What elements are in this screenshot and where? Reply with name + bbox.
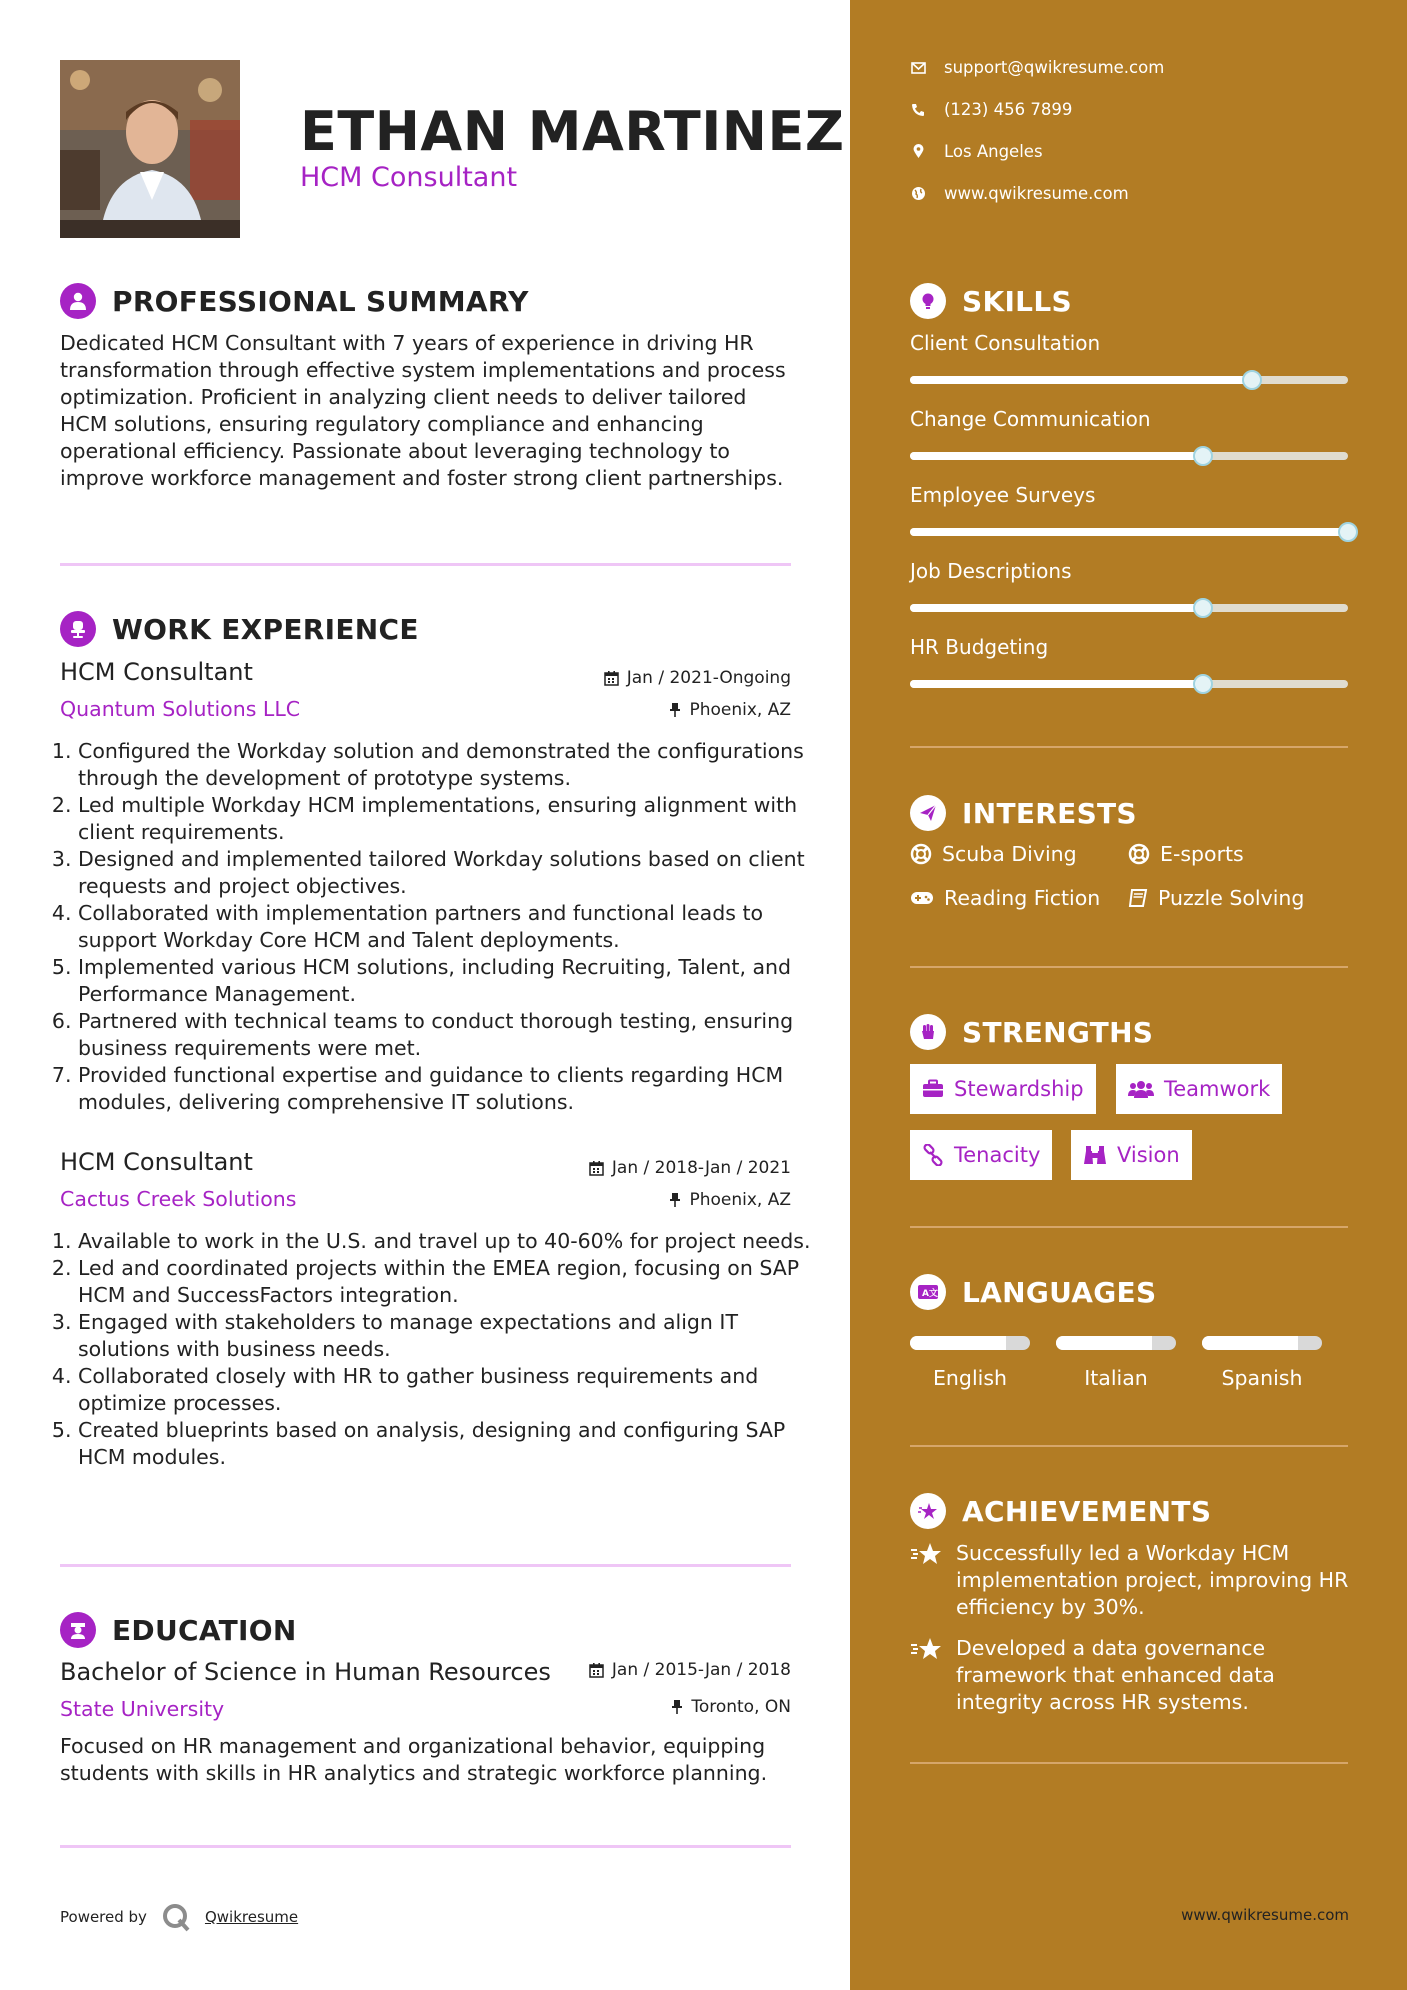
language-level-bar [1056, 1336, 1176, 1350]
interest-item [1128, 886, 1304, 910]
skill-bar [910, 376, 1348, 384]
calendar-icon [604, 670, 619, 686]
job-title: HCM Consultant [60, 658, 253, 686]
strength-label: Stewardship [954, 1077, 1084, 1101]
language-level-bar [910, 1336, 1030, 1350]
experience-heading [60, 611, 419, 647]
strength-label: Tenacity [954, 1143, 1041, 1167]
pin-icon [669, 1192, 681, 1208]
strengths-heading [910, 1014, 1153, 1050]
education-location-text: Toronto, ON [691, 1697, 791, 1717]
divider [60, 563, 791, 566]
qwikresume-link[interactable]: Qwikresume [204, 1908, 299, 1926]
contact-phone-text: (123) 456 7899 [944, 100, 1073, 119]
interests-heading [910, 795, 1137, 831]
job-location-text: Phoenix, AZ [689, 700, 791, 720]
skill-bar [910, 452, 1348, 460]
footer-website[interactable]: www.qwikresume.com [1181, 1906, 1349, 1924]
strength-label: Vision [1117, 1143, 1180, 1167]
envelope-icon [910, 62, 926, 74]
strength-chip [1071, 1130, 1192, 1180]
calendar-icon [589, 1160, 604, 1176]
summary-text: Dedicated HCM Consultant with 7 years of experience in driving HR transformation through effective system implementations and process optimization. Proficient in analyzing client needs to deliver tailored HCM solutions, ensuring regulatory compliance and enhancing operational efficiency. Passionate about leveraging technology to improve workforce management and foster strong client partnerships. [60, 331, 786, 490]
paper-plane-icon [910, 795, 946, 831]
list-item: 3. Designed and implemented tailored Workday solutions based on client requests and project objectives. [78, 846, 818, 900]
contact-website[interactable] [910, 184, 1129, 203]
job-company: Cactus Creek Solutions [60, 1187, 297, 1211]
book-icon [1128, 888, 1148, 908]
qwikresume-logo-icon [161, 1902, 191, 1932]
achievement-item [910, 1635, 1350, 1716]
job-bullets [50, 1228, 818, 1471]
skill-bar [910, 680, 1348, 688]
interest-label: Scuba Diving [942, 842, 1077, 866]
phone-icon [910, 103, 926, 117]
star-icon [910, 1540, 946, 1621]
strength-chip [910, 1064, 1096, 1114]
divider [910, 1445, 1348, 1447]
section-title: ACHIEVEMENTS [962, 1494, 1212, 1528]
list-item: 5. Implemented various HCM solutions, including Recruiting, Talent, and Performance Management. [78, 954, 818, 1008]
skill-bar [910, 604, 1348, 612]
contact-location [910, 142, 1043, 161]
section-title: PROFESSIONAL SUMMARY [112, 284, 529, 318]
contact-email[interactable] [910, 58, 1164, 77]
lifebuoy-icon [910, 843, 932, 865]
achievement-item [910, 1540, 1350, 1621]
strength-label: Teamwork [1164, 1077, 1271, 1101]
list-item: 4. Collaborated with implementation partners and functional leads to support Workday Core HCM and Talent deployments. [78, 900, 818, 954]
gamepad-icon [910, 890, 934, 906]
skill-level-knob [1338, 522, 1358, 542]
section-title: WORK EXPERIENCE [112, 612, 419, 646]
section-title: INTERESTS [962, 796, 1137, 830]
section-title: LANGUAGES [962, 1275, 1157, 1309]
job-dates [604, 668, 791, 688]
job-title: HCM Consultant [60, 1148, 253, 1176]
translate-icon [910, 1274, 946, 1310]
divider [60, 1845, 791, 1848]
skill-bar [910, 528, 1348, 536]
lightbulb-icon [910, 283, 946, 319]
list-item: 2. Led multiple Workday HCM implementations, ensuring alignment with client requirements. [78, 792, 818, 846]
job-dates-text: Jan / 2021-Ongoing [626, 668, 791, 688]
profile-photo [60, 60, 240, 238]
candidate-name: ETHAN MARTINEZ [300, 100, 845, 163]
list-item: 3. Engaged with stakeholders to manage expectations and align IT solutions with business needs. [78, 1309, 818, 1363]
star-icon [910, 1635, 946, 1716]
skill-bar-fill [910, 680, 1203, 688]
achievement-text: Successfully led a Workday HCM implementation project, improving HR efficiency by 30%. [956, 1541, 1349, 1619]
language-label: English [932, 1366, 1008, 1390]
section-title: STRENGTHS [962, 1015, 1154, 1049]
divider [910, 966, 1348, 968]
job-location [669, 700, 791, 720]
job-company: Quantum Solutions LLC [60, 697, 301, 721]
interest-item [910, 842, 1077, 866]
candidate-title: HCM Consultant [300, 162, 518, 193]
job-dates-text: Jan / 2018-Jan / 2021 [611, 1158, 791, 1178]
fist-icon [910, 1014, 946, 1050]
skill-label: Job Descriptions [910, 559, 1072, 583]
skill-level-knob [1242, 370, 1262, 390]
summary-heading [60, 283, 529, 319]
language-level-fill [910, 1336, 1006, 1350]
svg-text:文: 文 [929, 1289, 939, 1299]
interest-label: Puzzle Solving [1158, 886, 1305, 910]
interest-label: Reading Fiction [944, 886, 1101, 910]
map-pin-icon [910, 144, 926, 159]
skill-bar-fill [910, 376, 1252, 384]
achievements-heading [910, 1493, 1211, 1529]
list-item: 2. Led and coordinated projects within the EMEA region, focusing on SAP HCM and SuccessFactors integration. [78, 1255, 818, 1309]
list-item: 7. Provided functional expertise and guidance to clients regarding HCM modules, delivering comprehensive IT solutions. [78, 1062, 818, 1116]
section-title: EDUCATION [112, 1613, 297, 1647]
strength-chip [910, 1130, 1052, 1180]
graduate-icon [60, 1612, 96, 1648]
skills-heading [910, 283, 1072, 319]
divider [910, 746, 1348, 748]
users-icon [1128, 1079, 1154, 1099]
job-bullets [50, 738, 818, 1116]
language-label: Italian [1084, 1366, 1148, 1390]
link-icon [922, 1144, 944, 1166]
section-title: SKILLS [962, 284, 1072, 318]
interest-item [910, 886, 1100, 910]
divider [60, 1564, 791, 1567]
powered-by [60, 1902, 298, 1932]
language-level-fill [1056, 1336, 1152, 1350]
list-item: 1. Available to work in the U.S. and travel up to 40-60% for project needs. [78, 1228, 818, 1255]
contact-phone[interactable] [910, 100, 1072, 119]
lifebuoy-icon [1128, 843, 1150, 865]
education-dates [589, 1660, 791, 1680]
list-item: 5. Created blueprints based on analysis, designing and configuring SAP HCM modules. [78, 1417, 818, 1471]
pin-icon [669, 702, 681, 718]
svg-text:A: A [922, 1289, 929, 1299]
skill-label: Change Communication [910, 407, 1151, 431]
contact-website-text: www.qwikresume.com [944, 184, 1129, 203]
skill-label: HR Budgeting [910, 635, 1049, 659]
degree: Bachelor of Science in Human Resources [60, 1658, 551, 1686]
divider [910, 1762, 1348, 1764]
interest-item [1128, 842, 1244, 866]
achievement-text: Developed a data governance framework that enhanced data integrity across HR systems. [956, 1636, 1275, 1714]
powered-by-text: Powered by [60, 1908, 147, 1926]
job-location [669, 1190, 791, 1210]
skill-label: Client Consultation [910, 331, 1101, 355]
divider [910, 1226, 1348, 1228]
school: State University [60, 1697, 225, 1721]
language-label: Spanish [1221, 1366, 1303, 1390]
contact-email-text: support@qwikresume.com [944, 58, 1165, 77]
skill-bar-fill [910, 452, 1203, 460]
job-dates [589, 1158, 791, 1178]
skill-label: Employee Surveys [910, 483, 1096, 507]
job-location-text: Phoenix, AZ [689, 1190, 791, 1210]
skill-bar-fill [910, 528, 1348, 536]
user-icon [60, 283, 96, 319]
star-badge-icon [910, 1493, 946, 1529]
language-level-bar [1202, 1336, 1322, 1350]
list-item: 4. Collaborated closely with HR to gather business requirements and optimize processes. [78, 1363, 818, 1417]
interest-label: E-sports [1160, 842, 1244, 866]
skill-bar-fill [910, 604, 1203, 612]
education-location [671, 1697, 791, 1717]
globe-icon [910, 186, 926, 201]
education-dates-text: Jan / 2015-Jan / 2018 [611, 1660, 791, 1680]
calendar-icon [589, 1662, 604, 1678]
contact-location-text: Los Angeles [944, 142, 1043, 161]
list-item: 6. Partnered with technical teams to conduct thorough testing, ensuring business requirements were met. [78, 1008, 818, 1062]
education-heading [60, 1612, 297, 1648]
pin-icon [671, 1699, 683, 1715]
binoculars-icon [1083, 1145, 1107, 1165]
strength-chip [1116, 1064, 1282, 1114]
language-level-fill [1202, 1336, 1298, 1350]
list-item: 1. Configured the Workday solution and demonstrated the configurations through the development of prototype systems. [78, 738, 818, 792]
chair-icon [60, 611, 96, 647]
education-text: Focused on HR management and organizational behavior, equipping students with skills in HR analytics and strategic workforce planning. [60, 1734, 768, 1785]
languages-heading [910, 1274, 1156, 1310]
briefcase-icon [922, 1079, 944, 1099]
